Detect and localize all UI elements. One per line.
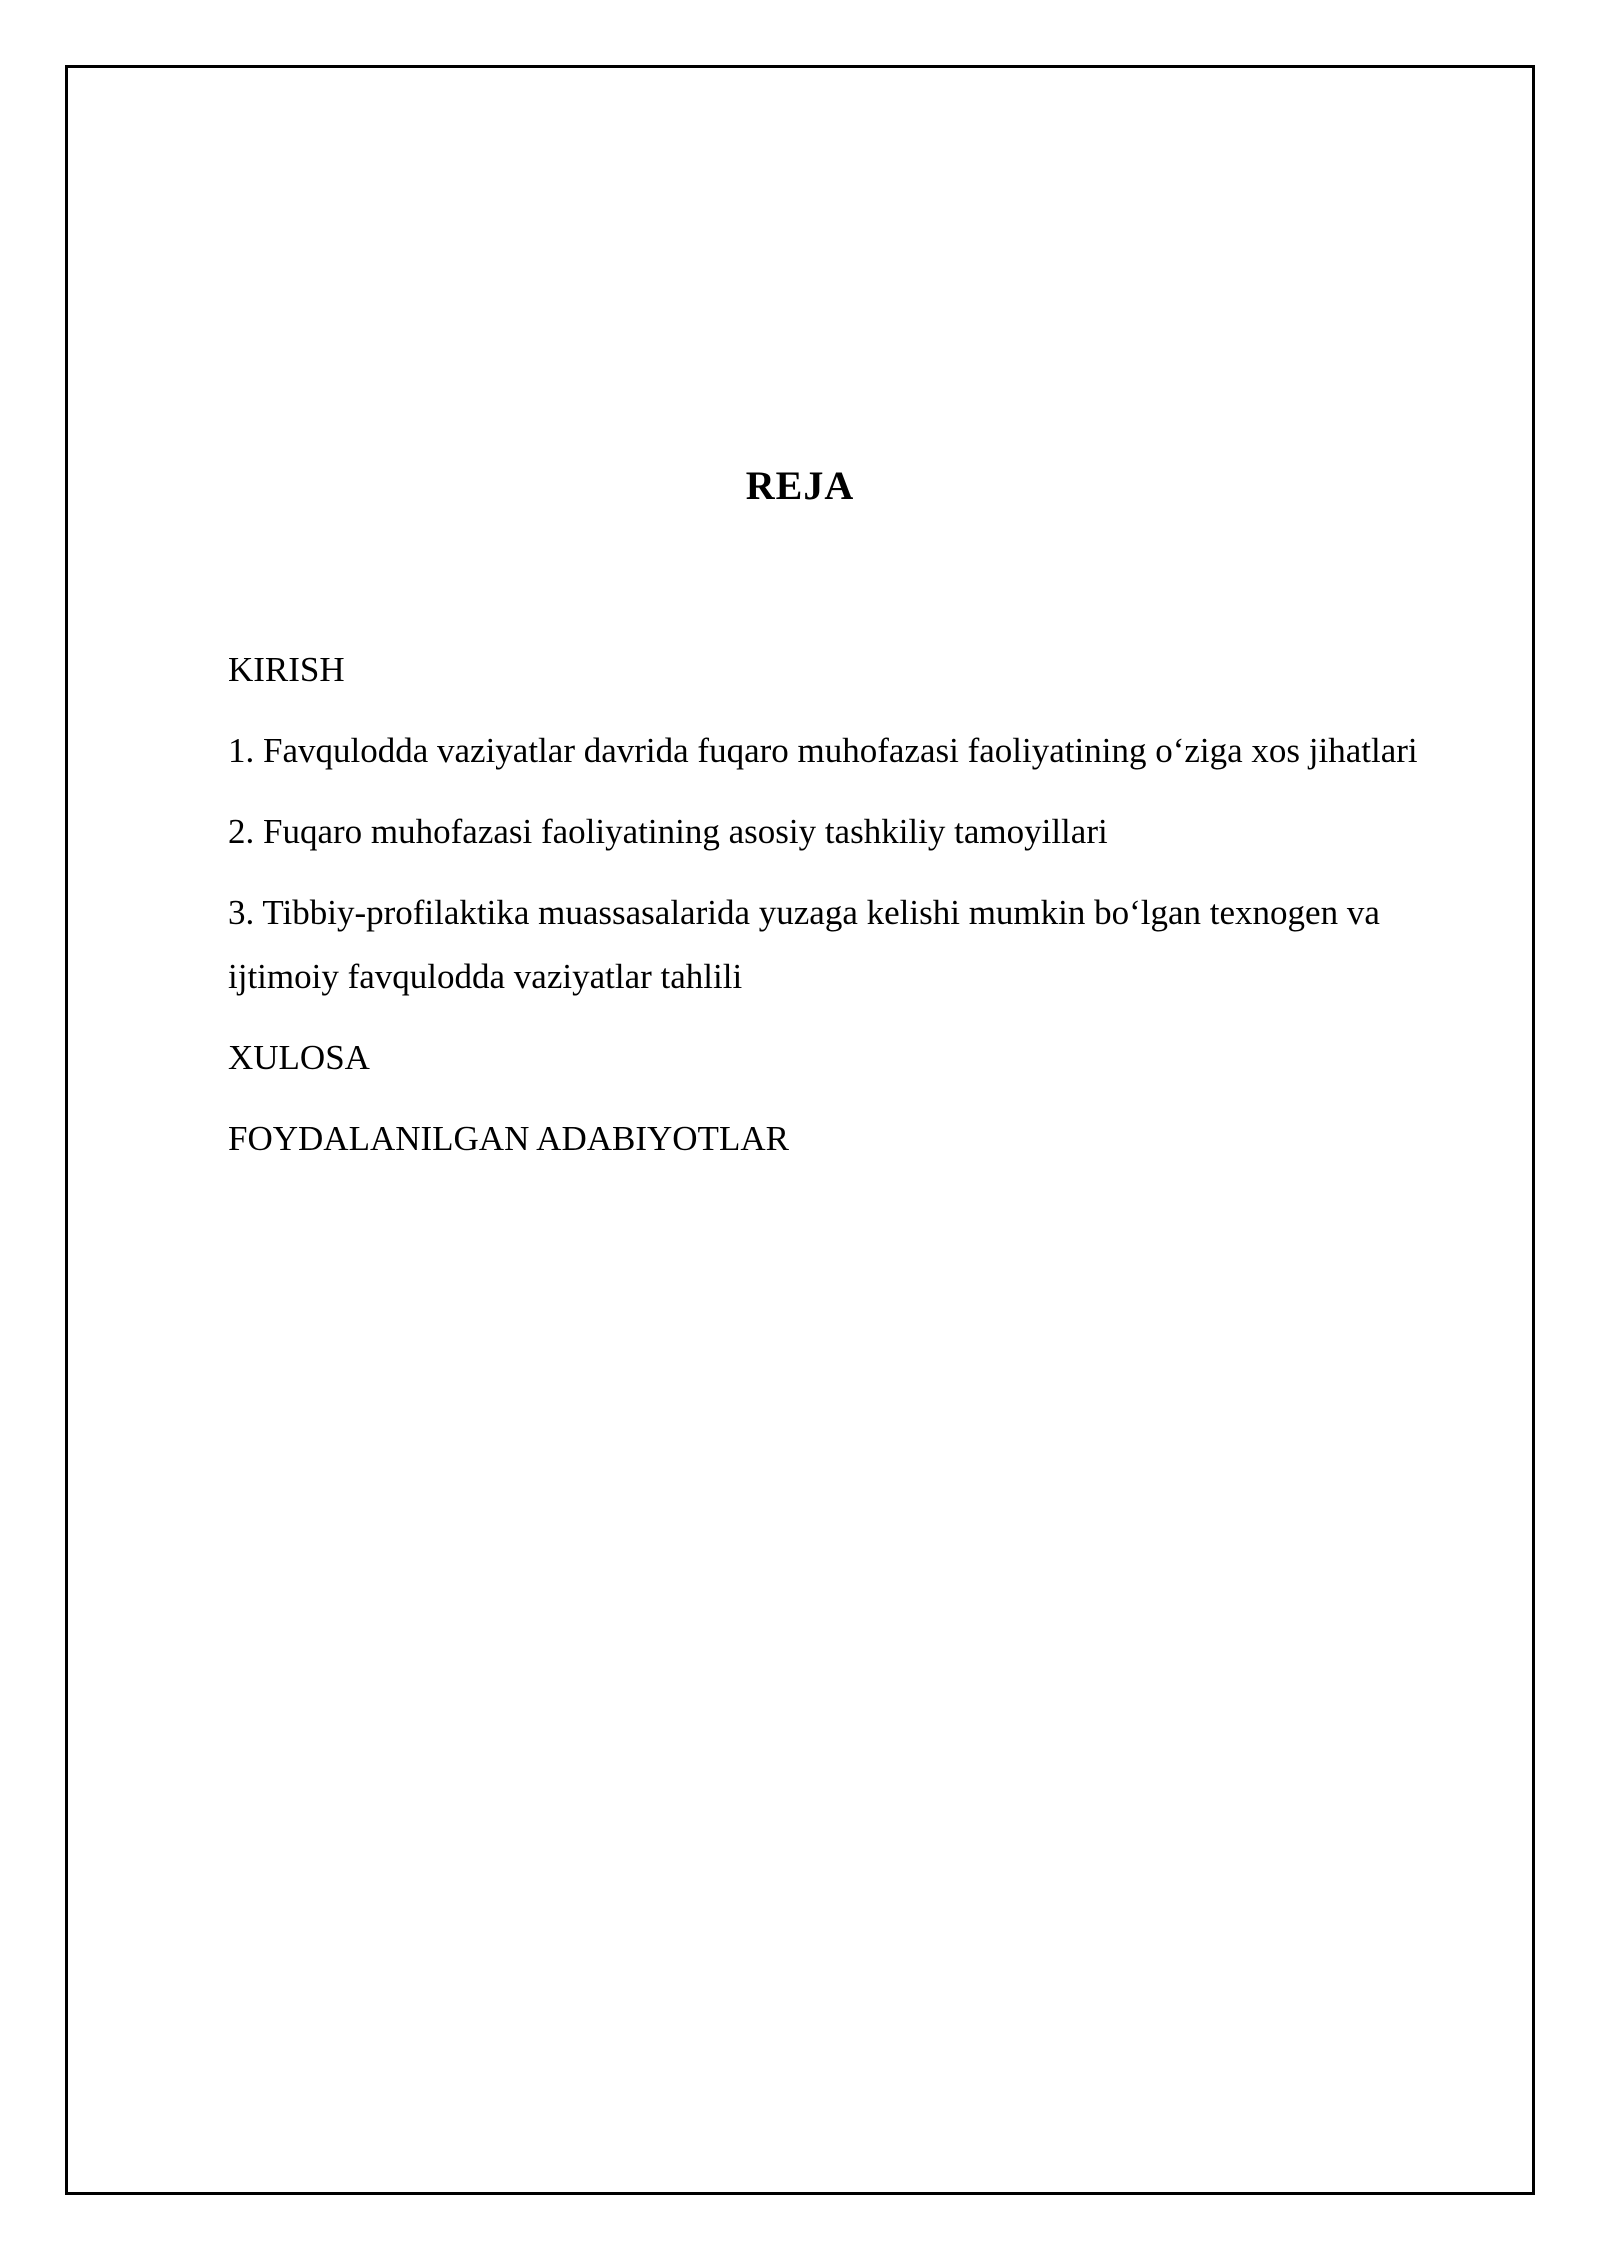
table-of-contents <box>228 638 1478 1188</box>
toc-item-section-1: 1. Favqulodda vaziyatlar davrida fuqaro muhofazasi faoliyatining o‘ziga xos jihatlari <box>228 731 1418 770</box>
toc-item-section-3: 3. Tibbiy-profilaktika muassasalarida yuzaga kelishi mumkin bo‘lgan texnogen va ijtimoiy favqulodda vaziyatlar tahlili <box>228 893 1380 996</box>
toc-item-introduction: KIRISH <box>228 650 345 689</box>
toc-item-section-2: 2. Fuqaro muhofazasi faoliyatining asosiy tashkiliy tamoyillari <box>228 812 1108 851</box>
document-title: REJA <box>745 463 855 508</box>
toc-item-references: FOYDALANILGAN ADABIYOTLAR <box>228 1119 789 1158</box>
toc-item-conclusion: XULOSA <box>228 1038 370 1077</box>
